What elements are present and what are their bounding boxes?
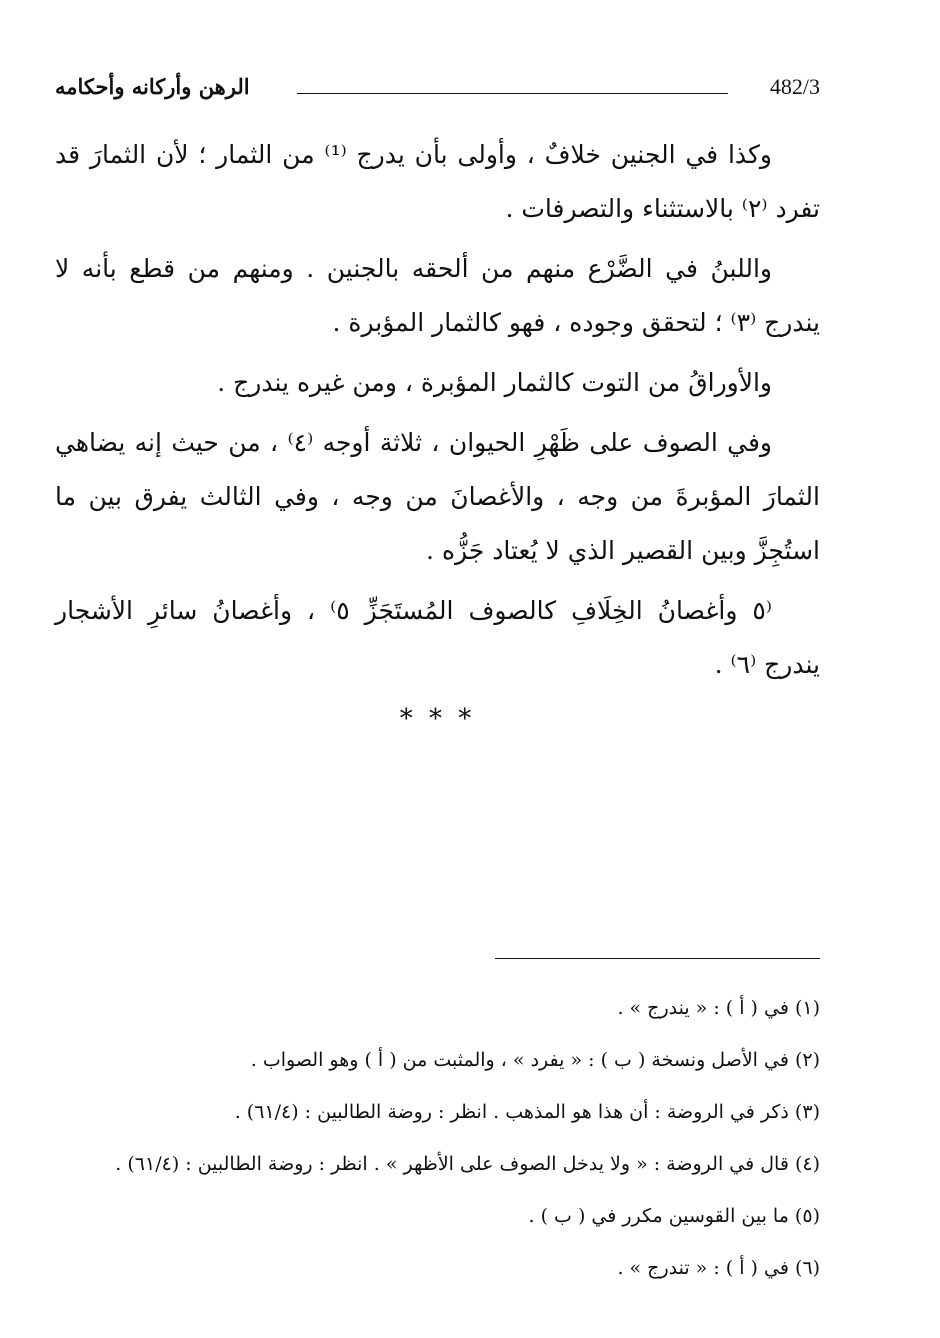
footnote-1: (١) في ( أ ) : « يندرج » . xyxy=(617,997,820,1019)
running-header xyxy=(55,68,820,108)
paragraph-1: وكذا في الجنين خلافٌ ، وأولى بأن يدرج ⁽¹⁾ من الثمار ؛ لأن الثمارَ قد تفرد ⁽٢⁾ بالاستثناء والتصرفات . xyxy=(55,140,820,223)
header-rule xyxy=(297,93,728,94)
footnote-6: (٦) في ( أ ) : « تندرج » . xyxy=(617,1257,820,1279)
footnote-2: (٢) في الأصل ونسخة ( ب ) : « يفرد » ، والمثبت من ( أ ) وهو الصواب . xyxy=(250,1049,820,1071)
running-title: الرهن وأركانه وأحكامه xyxy=(55,74,250,99)
footnote-3: (٣) ذكر في الروضة : أن هذا هو المذهب . انظر : روضة الطالبين : (٦١/٤) . xyxy=(234,1101,820,1123)
paragraph-5: ⁽٥ وأغصانُ الخِلَافِ كالصوف المُستَجَزِّ ٥⁾ ، وأغصانُ سائرِ الأشجار يندرج ⁽٦⁾ . xyxy=(55,596,820,679)
footnote-5: (٥) ما بين القوسين مكرر في ( ب ) . xyxy=(528,1205,820,1227)
paragraph-2: واللبنُ في الضَّرْع منهم من ألحقه بالجنين . ومنهم من قطع بأنه لا يندرج ⁽٣⁾ ؛ لتحقق وجوده ، فهو كالثمار المؤبرة . xyxy=(55,254,820,337)
section-separator: * * * xyxy=(399,704,476,734)
paragraph-3: والأوراقُ من التوت كالثمار المؤبرة ، ومن غيره يندرج . xyxy=(217,368,772,397)
footnotes xyxy=(55,982,820,1294)
main-text xyxy=(55,128,820,734)
paragraph-4: وفي الصوف على ظَهْرِ الحيوان ، ثلاثة أوجه ⁽٤⁾ ، من حيث إنه يضاهي الثمارَ المؤبرةَ من وجه ، والأغصانَ من وجه ، وفي الثالث يفرق بين ما استُجِزَّ وبين القصير الذي لا يُعتاد جَزُّه . xyxy=(55,428,820,565)
page-number: 482/3 xyxy=(769,74,820,99)
footnote-rule xyxy=(495,958,820,959)
footnote-4: (٤) قال في الروضة : « ولا يدخل الصوف على الأظهر » . انظر : روضة الطالبين : (٦١/٤) . xyxy=(115,1153,820,1175)
